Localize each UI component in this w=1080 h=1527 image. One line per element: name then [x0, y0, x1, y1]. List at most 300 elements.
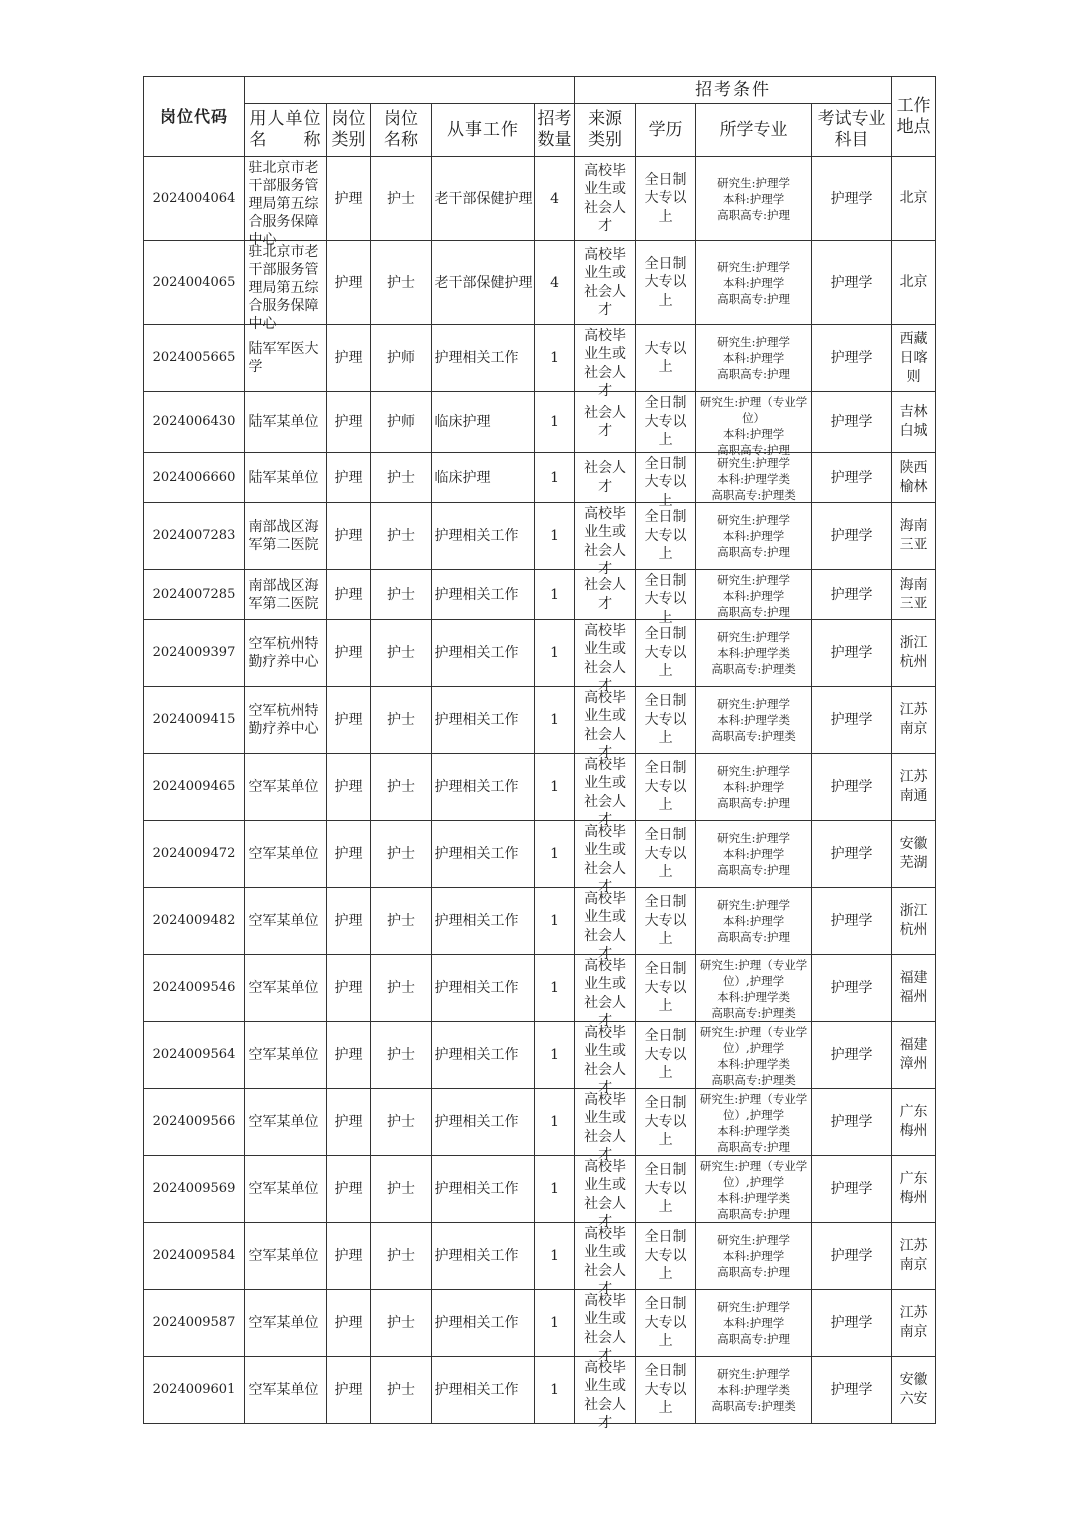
table-row — [144, 620, 936, 687]
cell-code-text: 2024009587 — [152, 1315, 236, 1330]
cell-count — [535, 503, 575, 570]
cell-education-text: 全日制大专以上 — [644, 1229, 687, 1283]
cell-exam-text: 护理学 — [830, 190, 873, 207]
cell-education — [636, 888, 696, 955]
cell-work-text: 护理相关工作 — [434, 913, 519, 929]
cell-unit — [245, 1156, 327, 1223]
table-row — [144, 1290, 936, 1357]
table-row — [144, 325, 936, 392]
cell-code — [144, 821, 245, 888]
cell-unit — [245, 1089, 327, 1156]
header-major: 所学专业 — [696, 104, 812, 157]
cell-code — [144, 570, 245, 620]
cell-count-text: 1 — [550, 712, 559, 728]
cell-work-text: 护理相关工作 — [434, 1315, 519, 1331]
table-row — [144, 955, 936, 1022]
cell-code — [144, 453, 245, 503]
cell-exam — [812, 821, 892, 888]
cell-education — [636, 1223, 696, 1290]
cell-code-text: 2024009482 — [152, 913, 236, 928]
cell-work — [432, 1089, 535, 1156]
cell-source-text: 社会人才 — [584, 404, 627, 439]
cell-code-text: 2024007285 — [152, 586, 236, 602]
cell-unit-text: 空军杭州特勤疗养中心 — [248, 703, 319, 737]
cell-source-text: 高校毕业生或社会人才 — [584, 957, 627, 1029]
cell-major — [696, 888, 812, 955]
cell-education-text: 全日制大专以上 — [644, 1363, 687, 1417]
cell-work-text: 老干部保健护理 — [434, 274, 533, 291]
cell-exam-text: 护理学 — [830, 1248, 873, 1264]
table-header — [144, 77, 936, 157]
cell-major — [696, 687, 812, 754]
cell-count — [535, 570, 575, 620]
cell-unit-text: 驻北京市老干部服务管理局第五综合服务保障中心 — [248, 243, 319, 332]
cell-work-text: 护理相关工作 — [434, 1114, 519, 1130]
cell-location-text: 安徽六安 — [899, 1372, 928, 1407]
cell-code-text: 2024009472 — [152, 846, 236, 861]
cell-major-text: 研究生:护理（专业学位）,护理学 本科:护理学类 高职高专:护理 — [699, 1091, 808, 1154]
cell-work-text: 护理相关工作 — [434, 528, 519, 544]
cell-unit — [245, 888, 327, 955]
cell-major — [696, 453, 812, 503]
cell-exam-text: 护理学 — [830, 1114, 873, 1130]
cell-location — [892, 1022, 936, 1089]
cell-source — [575, 503, 636, 577]
cell-location-text: 安徽芜湖 — [899, 836, 928, 871]
cell-major-text: 研究生:护理（专业学位）,护理学 本科:护理学类 高职高专:护理 — [699, 1158, 808, 1221]
cell-location — [892, 453, 936, 503]
cell-education — [636, 754, 696, 821]
cell-source — [575, 1022, 636, 1096]
cell-unit — [245, 821, 327, 888]
cell-major-text: 研究生:护理学 本科:护理学类 高职高专:护理类 — [711, 630, 796, 676]
table-row — [144, 1156, 936, 1223]
cell-category — [327, 325, 371, 392]
cell-education — [636, 1022, 696, 1089]
cell-position-text: 护士 — [387, 469, 415, 486]
cell-code-text: 2024004064 — [152, 190, 236, 206]
cell-position-text: 护士 — [387, 1047, 415, 1063]
header-position — [371, 104, 432, 157]
cell-major — [696, 503, 812, 570]
cell-location — [892, 570, 936, 620]
cell-exam — [812, 1357, 892, 1424]
cell-position-text: 护士 — [387, 1114, 415, 1130]
cell-work — [432, 1357, 535, 1424]
cell-unit — [245, 687, 327, 754]
cell-count — [535, 392, 575, 453]
table-row — [144, 453, 936, 503]
table-row — [144, 888, 936, 955]
table-row — [144, 241, 936, 325]
cell-education — [636, 620, 696, 687]
cell-position — [371, 888, 432, 955]
cell-category-text: 护理 — [334, 645, 363, 661]
cell-unit-text: 南部战区海军第二医院 — [248, 519, 319, 553]
cell-work — [432, 821, 535, 888]
cell-location-text: 江苏南京 — [899, 1305, 928, 1340]
cell-location — [892, 392, 936, 453]
cell-source — [575, 325, 636, 399]
cell-count — [535, 1290, 575, 1357]
cell-count — [535, 1156, 575, 1223]
table-row — [144, 157, 936, 241]
cell-exam-text: 护理学 — [830, 980, 873, 996]
cell-count-text: 1 — [550, 1047, 559, 1063]
cell-count-text: 1 — [550, 1114, 559, 1130]
cell-category-text: 护理 — [334, 1181, 363, 1197]
cell-exam-text: 护理学 — [830, 913, 873, 929]
cell-category — [327, 453, 371, 503]
cell-count — [535, 1223, 575, 1290]
cell-work — [432, 453, 535, 503]
cell-major-text: 研究生:护理学 本科:护理学 高职高专:护理 — [717, 513, 790, 559]
cell-position — [371, 1223, 432, 1290]
cell-position-text: 护士 — [387, 1248, 415, 1264]
cell-location-text: 江苏南通 — [899, 769, 928, 804]
cell-position — [371, 241, 432, 325]
cell-source — [575, 1223, 636, 1297]
cell-major — [696, 392, 812, 457]
cell-location — [892, 888, 936, 955]
cell-major-text: 研究生:护理（专业学位）,护理学 本科:护理学类 高职高专:护理类 — [699, 1024, 808, 1087]
cell-exam — [812, 1089, 892, 1156]
cell-count-text: 1 — [550, 913, 559, 929]
cell-major-text: 研究生:护理学 本科:护理学类 高职高专:护理类 — [711, 697, 796, 743]
cell-major-text: 研究生:护理学 本科:护理学 高职高专:护理 — [717, 1300, 790, 1346]
cell-category-text: 护理 — [334, 1114, 363, 1130]
cell-source-text: 高校毕业生或社会人才 — [584, 505, 627, 577]
cell-count — [535, 888, 575, 955]
cell-major — [696, 1290, 812, 1357]
cell-unit — [245, 754, 327, 821]
cell-position-text: 护士 — [387, 712, 415, 728]
cell-code — [144, 1156, 245, 1223]
table-row — [144, 503, 936, 570]
cell-count — [535, 325, 575, 392]
cell-count-text: 1 — [550, 980, 559, 996]
cell-code-text: 2024009415 — [152, 712, 236, 727]
cell-exam — [812, 453, 892, 503]
header-position-text: 岗位名称 — [384, 109, 418, 150]
cell-education-text: 全日制大专以上 — [644, 1162, 687, 1216]
cell-location — [892, 955, 936, 1022]
cell-exam — [812, 325, 892, 392]
cell-location — [892, 503, 936, 570]
cell-major-text: 研究生:护理学 本科:护理学类 高职高专:护理类 — [711, 1367, 796, 1413]
cell-unit-text: 空军某单位 — [248, 913, 319, 929]
cell-source-text: 社会人才 — [584, 460, 627, 495]
cell-source — [575, 620, 636, 694]
cell-major — [696, 570, 812, 620]
cell-work — [432, 503, 535, 570]
cell-major-text: 研究生:护理学 本科:护理学类 高职高专:护理类 — [711, 455, 796, 502]
cell-count-text: 1 — [550, 645, 559, 661]
cell-major — [696, 1156, 812, 1223]
cell-category — [327, 570, 371, 620]
cell-count-text: 1 — [550, 586, 559, 603]
cell-location-text: 北京 — [899, 274, 928, 290]
cell-major-text: 研究生:护理学 本科:护理学 高职高专:护理 — [717, 175, 790, 222]
cell-source — [575, 754, 636, 828]
cell-unit — [245, 1357, 327, 1424]
cell-unit-text: 陆军某单位 — [248, 414, 319, 430]
cell-major-text: 研究生:护理学 本科:护理学 高职高专:护理 — [717, 259, 790, 306]
cell-location — [892, 157, 936, 241]
cell-position — [371, 754, 432, 821]
cell-position — [371, 570, 432, 620]
cell-count — [535, 955, 575, 1022]
cell-category-text: 护理 — [334, 980, 363, 996]
cell-work — [432, 1290, 535, 1357]
cell-education-text: 全日制大专以上 — [644, 509, 687, 563]
cell-position — [371, 620, 432, 687]
cell-source-text: 高校毕业生或社会人才 — [584, 622, 627, 694]
cell-position-text: 护士 — [387, 1382, 415, 1398]
cell-location-text: 江苏南京 — [899, 1238, 928, 1273]
cell-unit — [245, 1290, 327, 1357]
header-work: 从事工作 — [432, 104, 535, 157]
cell-position — [371, 1156, 432, 1223]
cell-count-text: 1 — [550, 469, 559, 486]
cell-code — [144, 1089, 245, 1156]
cell-category-text: 护理 — [334, 1315, 363, 1331]
cell-work — [432, 1223, 535, 1290]
cell-exam-text: 护理学 — [830, 1047, 873, 1063]
cell-code — [144, 1290, 245, 1357]
cell-position — [371, 325, 432, 392]
cell-education-text: 全日制大专以上 — [644, 894, 687, 948]
cell-exam-text: 护理学 — [830, 645, 873, 661]
cell-count — [535, 157, 575, 241]
cell-location — [892, 1089, 936, 1156]
cell-location-text: 浙江杭州 — [899, 903, 928, 938]
cell-unit-text: 南部战区海军第二医院 — [248, 577, 319, 612]
cell-education-text: 全日制大专以上 — [644, 827, 687, 881]
cell-unit-text: 驻北京市老干部服务管理局第五综合服务保障中心 — [248, 159, 319, 248]
cell-major — [696, 1089, 812, 1156]
cell-education-text: 大专以上 — [644, 340, 687, 375]
header-category — [327, 104, 371, 157]
cell-code-text: 2024009397 — [152, 645, 236, 660]
cell-major — [696, 1223, 812, 1290]
cell-exam-text: 护理学 — [830, 528, 873, 544]
cell-major — [696, 620, 812, 687]
cell-unit — [245, 157, 327, 248]
cell-count — [535, 241, 575, 325]
cell-count — [535, 687, 575, 754]
cell-education-text: 全日制大专以上 — [644, 626, 687, 680]
cell-count-text: 1 — [550, 846, 559, 862]
cell-unit — [245, 1022, 327, 1089]
cell-work — [432, 754, 535, 821]
cell-major-text: 研究生:护理（专业学位）,护理学 本科:护理学类 高职高专:护理类 — [699, 957, 808, 1020]
cell-count — [535, 1089, 575, 1156]
cell-count-text: 1 — [550, 414, 559, 430]
cell-work-text: 护理相关工作 — [434, 1181, 519, 1197]
cell-work — [432, 955, 535, 1022]
header-count — [535, 104, 575, 157]
cell-work — [432, 1156, 535, 1223]
cell-position — [371, 1357, 432, 1424]
cell-source-text: 高校毕业生或社会人才 — [584, 327, 627, 399]
cell-unit — [245, 503, 327, 570]
cell-education — [636, 1089, 696, 1156]
cell-education-text: 全日制大专以上 — [644, 1028, 687, 1082]
cell-work-text: 临床护理 — [434, 414, 491, 430]
cell-education — [636, 453, 696, 509]
cell-unit-text: 空军某单位 — [248, 1047, 319, 1063]
cell-education-text: 全日制大专以上 — [644, 572, 687, 626]
table-row — [144, 687, 936, 754]
cell-location-text: 陕西榆林 — [899, 459, 928, 495]
cell-education-text: 全日制大专以上 — [644, 455, 687, 509]
header-category-text: 岗位类别 — [331, 109, 366, 150]
cell-category-text: 护理 — [334, 846, 363, 862]
cell-location-text: 广东梅州 — [899, 1171, 928, 1206]
cell-position-text: 护士 — [387, 980, 415, 996]
cell-position-text: 护士 — [387, 645, 415, 661]
cell-category — [327, 687, 371, 754]
cell-code-text: 2024007283 — [152, 528, 236, 543]
cell-major-text: 研究生:护理学 本科:护理学 高职高专:护理 — [717, 572, 790, 619]
cell-count-text: 4 — [550, 190, 559, 207]
cell-category — [327, 955, 371, 1022]
cell-count-text: 1 — [550, 1315, 559, 1331]
cell-location — [892, 687, 936, 754]
table-row — [144, 1089, 936, 1156]
cell-code-text: 2024009566 — [152, 1114, 236, 1129]
cell-work-text: 护理相关工作 — [434, 350, 519, 366]
cell-category-text: 护理 — [334, 913, 363, 929]
cell-category — [327, 1022, 371, 1089]
cell-unit-text: 空军某单位 — [248, 1382, 319, 1398]
header-count-text: 招考数量 — [537, 109, 572, 150]
cell-category-text: 护理 — [334, 190, 363, 207]
cell-code — [144, 1357, 245, 1424]
cell-position-text: 护士 — [387, 586, 415, 603]
cell-location-text: 海南三亚 — [899, 576, 928, 612]
cell-education — [636, 325, 696, 392]
cell-source — [575, 157, 636, 241]
cell-unit-text: 空军某单位 — [248, 1248, 319, 1264]
cell-work — [432, 888, 535, 955]
cell-source — [575, 1089, 636, 1163]
cell-exam — [812, 157, 892, 241]
cell-count — [535, 1022, 575, 1089]
header-exam — [812, 104, 892, 157]
cell-source — [575, 392, 636, 453]
cell-source-text: 高校毕业生或社会人才 — [584, 890, 627, 962]
cell-major — [696, 754, 812, 821]
cell-location — [892, 1223, 936, 1290]
cell-major-text: 研究生:护理学 本科:护理学 高职高专:护理 — [717, 898, 790, 944]
cell-position — [371, 1022, 432, 1089]
cell-unit — [245, 955, 327, 1022]
cell-unit-text: 空军某单位 — [248, 980, 319, 996]
cell-source-text: 高校毕业生或社会人才 — [584, 1359, 627, 1431]
cell-position-text: 护师 — [387, 350, 415, 366]
cell-category — [327, 1223, 371, 1290]
cell-position-text: 护士 — [387, 779, 415, 795]
cell-work — [432, 570, 535, 620]
cell-unit — [245, 241, 327, 332]
cell-work — [432, 687, 535, 754]
cell-education — [636, 687, 696, 754]
recruitment-table-sheet — [143, 76, 935, 1431]
cell-category — [327, 821, 371, 888]
cell-count-text: 4 — [550, 274, 559, 291]
cell-work — [432, 620, 535, 687]
cell-work — [432, 1022, 535, 1089]
cell-education — [636, 241, 696, 325]
header-conditions: 招考条件 — [575, 77, 892, 104]
cell-position-text: 护士 — [387, 913, 415, 929]
cell-count — [535, 620, 575, 687]
cell-source — [575, 888, 636, 962]
cell-work-text: 护理相关工作 — [434, 1248, 519, 1264]
cell-unit — [245, 392, 327, 453]
cell-source-text: 高校毕业生或社会人才 — [584, 823, 627, 895]
cell-location-text: 广东梅州 — [899, 1104, 928, 1139]
cell-category — [327, 1290, 371, 1357]
cell-code-text: 2024009564 — [152, 1047, 236, 1062]
cell-code-text: 2024009584 — [152, 1248, 236, 1263]
cell-exam — [812, 754, 892, 821]
cell-source — [575, 1156, 636, 1230]
cell-code-text: 2024009546 — [152, 980, 236, 995]
cell-code — [144, 754, 245, 821]
cell-unit — [245, 1223, 327, 1290]
cell-exam-text: 护理学 — [830, 1181, 873, 1197]
cell-count — [535, 1357, 575, 1424]
cell-source-text: 高校毕业生或社会人才 — [584, 246, 627, 318]
cell-exam-text: 护理学 — [830, 712, 873, 728]
cell-location-text: 吉林白城 — [899, 404, 928, 439]
cell-education-text: 全日制大专以上 — [644, 171, 687, 225]
cell-location — [892, 1290, 936, 1357]
cell-education — [636, 821, 696, 888]
header-location — [892, 77, 936, 157]
cell-code-text: 2024006660 — [152, 469, 236, 485]
cell-location-text: 福建漳州 — [899, 1037, 928, 1072]
cell-education — [636, 955, 696, 1022]
cell-source-text: 高校毕业生或社会人才 — [584, 756, 627, 828]
cell-exam-text: 护理学 — [830, 1382, 873, 1398]
cell-code — [144, 1022, 245, 1089]
cell-category-text: 护理 — [334, 528, 363, 544]
cell-code — [144, 1223, 245, 1290]
table-row — [144, 392, 936, 453]
cell-exam — [812, 687, 892, 754]
cell-source — [575, 955, 636, 1029]
cell-education — [636, 503, 696, 570]
cell-unit-text: 陆军某单位 — [248, 469, 319, 486]
cell-category-text: 护理 — [334, 469, 363, 486]
cell-code — [144, 325, 245, 392]
cell-work-text: 护理相关工作 — [434, 846, 519, 862]
cell-exam — [812, 1223, 892, 1290]
header-unit-text: 用人单位名 称 — [249, 109, 322, 150]
cell-work — [432, 241, 535, 325]
cell-source-text: 高校毕业生或社会人才 — [584, 1158, 627, 1230]
cell-exam-text: 护理学 — [830, 586, 873, 603]
cell-education-text: 全日制大专以上 — [644, 693, 687, 747]
cell-position-text: 护士 — [387, 528, 415, 544]
cell-exam — [812, 503, 892, 570]
cell-unit-text: 空军某单位 — [248, 1315, 319, 1331]
cell-exam — [812, 1022, 892, 1089]
